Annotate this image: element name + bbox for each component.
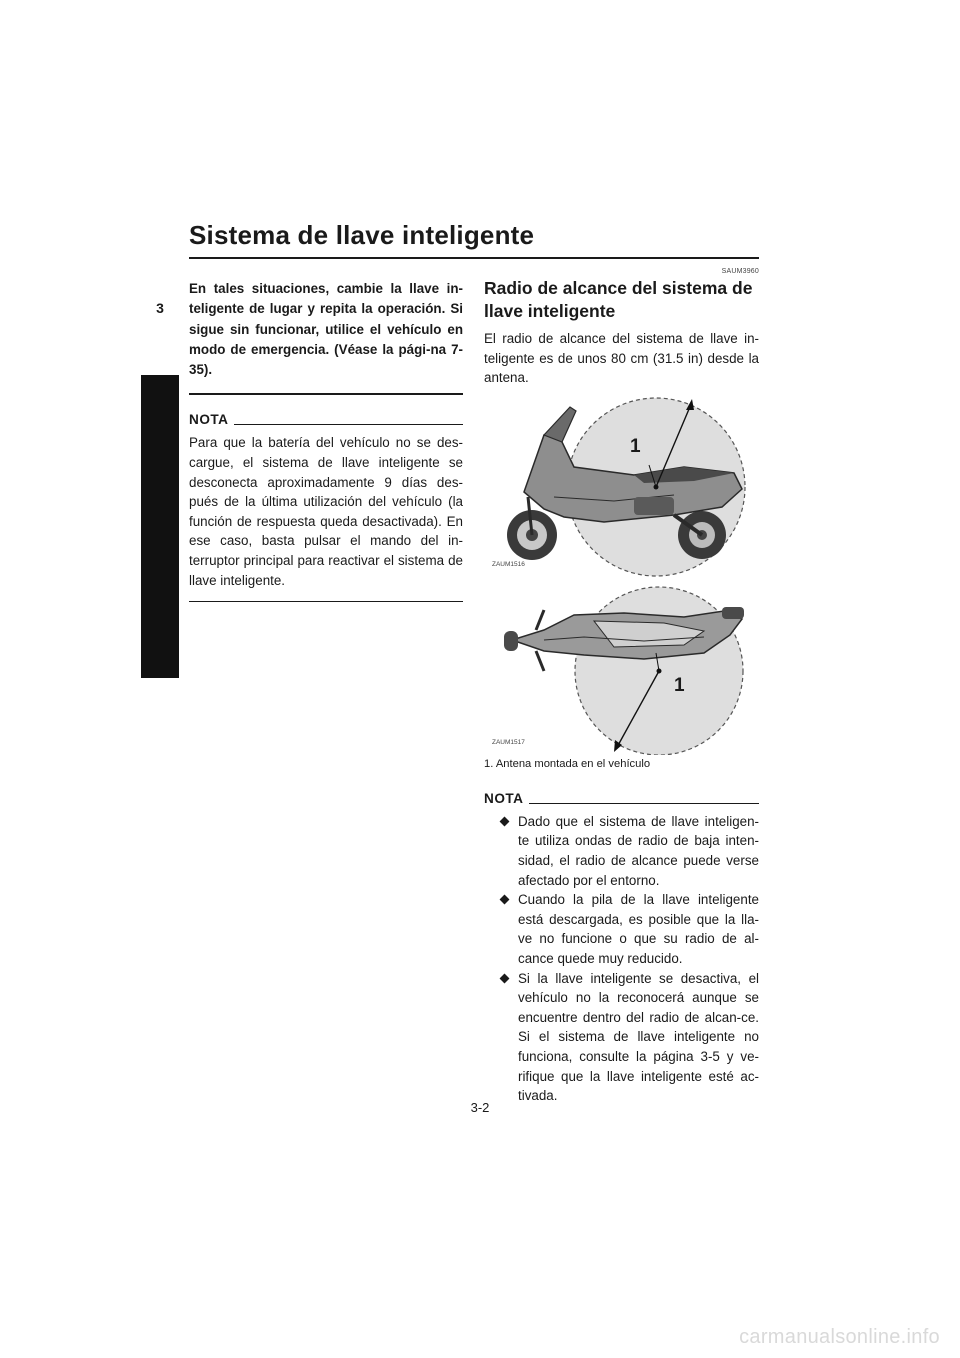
scooter-side-view-illustration [484,397,759,579]
list-item: Dado que el sistema de llave inteligen-te utiliza ondas de radio de baja inten-sidad, el radio de alcance puede verse afectado por el entorno. [501,812,759,890]
page-number: 3-2 [470,1100,490,1115]
note-bullet-list [484,812,759,1106]
title-rule [189,257,759,259]
note-text: Para que la batería del vehículo no se des-cargue, el sistema de llave inteligente se desconecta aproximadamente 9 días des-pués de la última utilización del vehículo (la función de respuesta queda desactivada). En ese caso, basta pulsar el mando del in-terruptor principal para reactivar el sistema de llave inteligente. [189,435,463,588]
list-item: Cuando la pila de la llave inteligente está descargada, es posible que la lla-ve no funcione o que su radio de al-cance quede muy reducido. [501,890,759,968]
page-title: Sistema de llave inteligente [189,220,535,250]
warning-text: En tales situaciones, cambie la llave in-teligente de lugar y repita la operación. Si sigue sin funcionar, utilice el vehículo en modo de emergencia. (Véase la pági-na 7-35). [189,281,463,378]
list-item: Si la llave inteligente se desactiva, el vehículo no la reconocerá aunque se encuentre dentro del radio de alcan-ce. Si el sistema de llave inteligente no funciona, consulte la página 3-5 y ve-rifique que la llave inteligente esté ac-tivada. [501,969,759,1106]
intro-text: El radio de alcance del sistema de llave in-teligente es de unos 80 cm (31.5 in) desde la antena. [484,331,759,386]
scooter-top-view-illustration [484,585,759,755]
figure-code: ZAUM1517 [492,738,525,746]
section-heading: Radio de alcance del sistema de llave inteligente [484,278,753,321]
note-header-line [529,803,759,804]
right-column [484,268,759,1106]
section-code: SAUM3960 [721,268,759,275]
note-label: NOTA [189,412,229,428]
chapter-number: 3 [156,300,164,316]
watermark: carmanualsonline.info [739,1326,940,1348]
figure-top-view [484,585,759,755]
section-divider [189,393,463,395]
note-label: NOTA [484,790,524,806]
figure-caption: 1. Antena montada en el vehículo [484,757,651,770]
note-header-line [234,424,463,425]
callout-number: 1 [630,435,641,457]
note-header [189,413,463,427]
callout-number: 1 [674,674,685,696]
diamond-bullet-icon [500,895,510,905]
chapter-tab [141,375,179,678]
note-header [484,792,759,806]
figure-code: ZAUM1516 [492,560,525,568]
diamond-bullet-icon [500,816,510,826]
left-column [189,279,463,602]
figure-side-view [484,397,759,579]
note-end-rule [189,601,463,602]
diamond-bullet-icon [500,973,510,983]
